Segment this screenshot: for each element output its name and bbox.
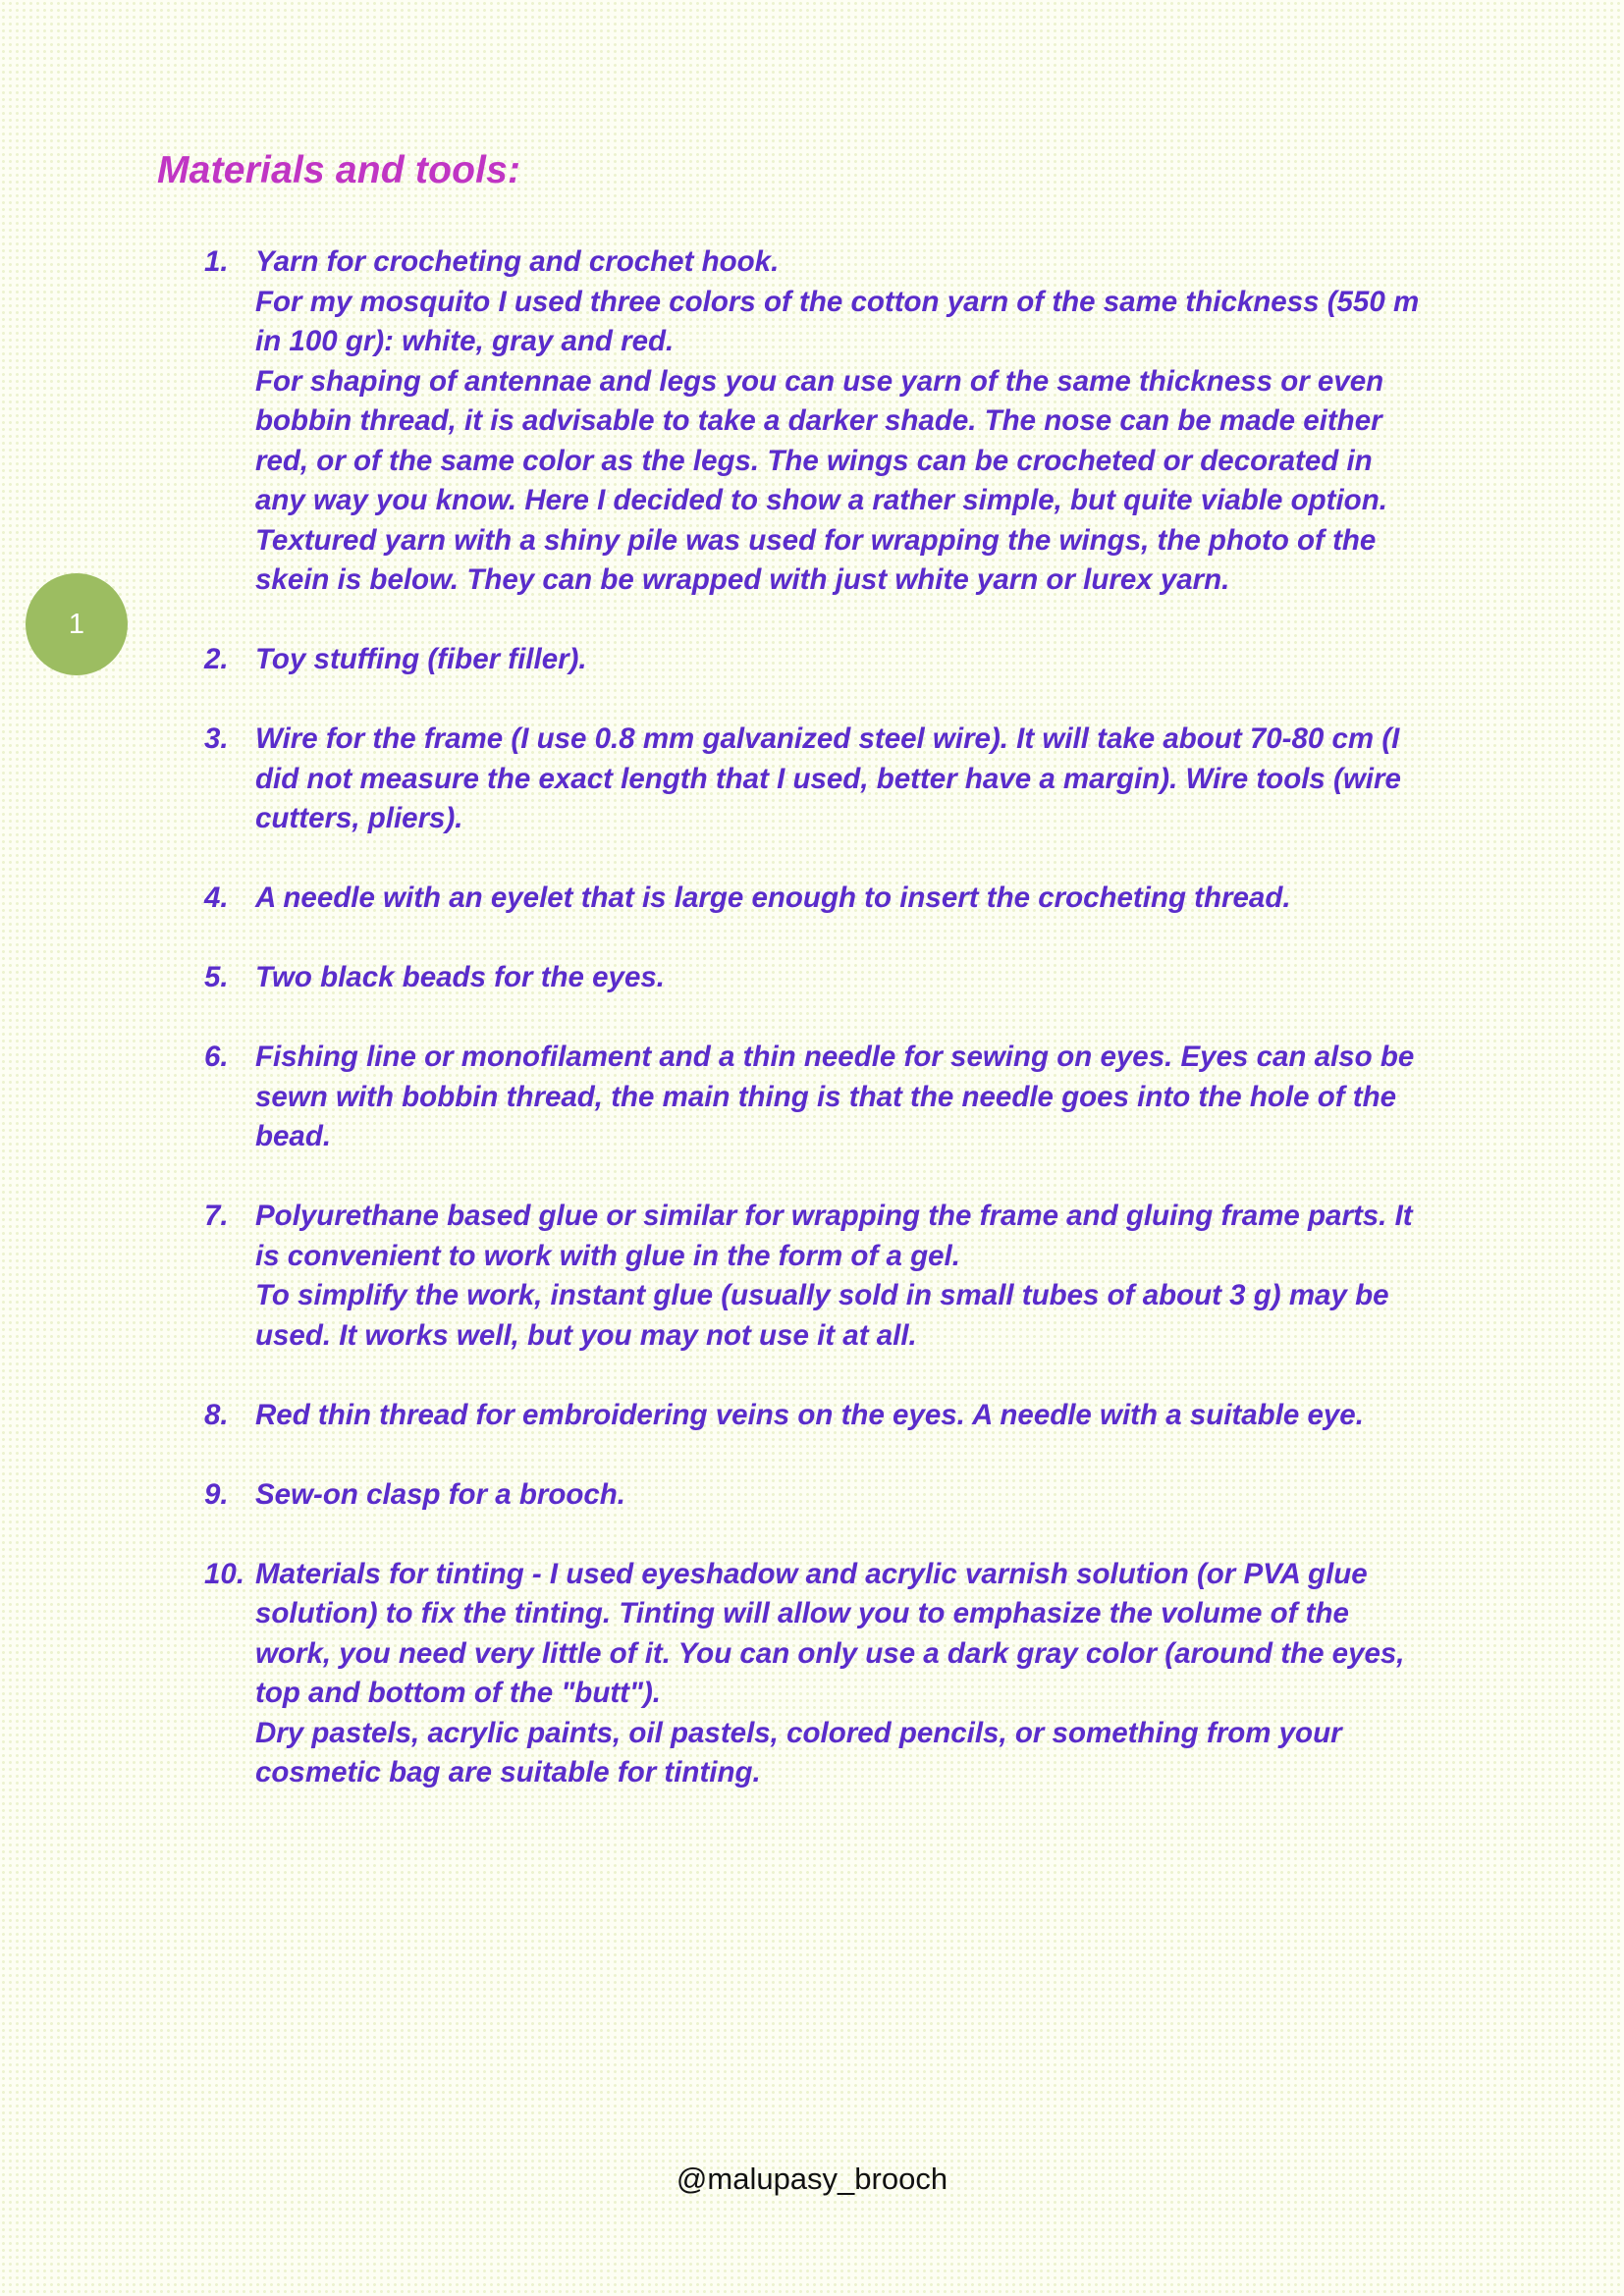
list-item-text bbox=[255, 1475, 1481, 1516]
list-item-line: cutters, pliers). bbox=[255, 802, 463, 834]
footer-handle: @malupasy_brooch bbox=[676, 2162, 948, 2196]
list-item-line: red, or of the same color as the legs. The wings can be crocheted or decorated in bbox=[255, 444, 1373, 477]
list-item-text bbox=[255, 1197, 1481, 1356]
list-item-line: For my mosquito I used three colors of the cotton yarn of the same thickness (550 m bbox=[255, 285, 1420, 318]
list-item-text bbox=[255, 879, 1481, 919]
list-item bbox=[204, 242, 1481, 601]
list-item-number: 4. bbox=[204, 881, 229, 914]
list-item-line: Fishing line or monofilament and a thin needle for sewing on eyes. Eyes can also be bbox=[255, 1041, 1415, 1073]
list-item-text bbox=[255, 720, 1481, 839]
list-item-line: work, you need very little of it. You can only use a dark gray color (around the eyes, bbox=[255, 1636, 1405, 1670]
list-item-text bbox=[255, 640, 1481, 680]
list-item bbox=[204, 958, 1481, 998]
list-item-number: 1. bbox=[204, 245, 229, 278]
list-item-line: in 100 gr): white, gray and red. bbox=[255, 325, 675, 357]
list-item-line: To simplify the work, instant glue (usually sold in small tubes of about 3 g) may be bbox=[255, 1279, 1389, 1311]
list-item-line: skein is below. They can be wrapped with just white yarn or lurex yarn. bbox=[255, 563, 1230, 596]
list-item-line: Textured yarn with a shiny pile was used for wrapping the wings, the photo of the bbox=[255, 523, 1377, 557]
materials-list bbox=[204, 242, 1481, 1833]
list-item-line: is convenient to work with glue in the form of a gel. bbox=[255, 1239, 960, 1272]
list-item-text bbox=[255, 1396, 1481, 1436]
list-item-number: 5. bbox=[204, 961, 229, 993]
page-title: Materials and tools: bbox=[157, 149, 521, 191]
list-item bbox=[204, 1396, 1481, 1436]
list-item bbox=[204, 1555, 1481, 1793]
list-item-line: Wire for the frame (I use 0.8 mm galvanized steel wire). It will take about 70-80 cm (I bbox=[255, 722, 1400, 755]
page-number: 1 bbox=[68, 608, 85, 640]
list-item-number: 3. bbox=[204, 722, 229, 755]
list-item-line: Two black beads for the eyes. bbox=[255, 961, 665, 993]
list-item-number: 9. bbox=[204, 1477, 229, 1511]
list-item bbox=[204, 720, 1481, 839]
list-item-number: 10. bbox=[204, 1557, 245, 1590]
list-item-line: sewn with bobbin thread, the main thing is that the needle goes into the hole of the bbox=[255, 1080, 1397, 1113]
list-item-line: used. It works well, but you may not use it at all. bbox=[255, 1318, 917, 1352]
list-item-number: 8. bbox=[204, 1398, 229, 1431]
list-item bbox=[204, 1197, 1481, 1356]
list-item-line: solution) to fix the tinting. Tinting will allow you to emphasize the volume of the bbox=[255, 1597, 1349, 1629]
list-item bbox=[204, 1475, 1481, 1516]
list-item-line: Red thin thread for embroidering veins on the eyes. A needle with a suitable eye. bbox=[255, 1398, 1364, 1431]
page-number-badge bbox=[26, 573, 128, 675]
list-item bbox=[204, 1038, 1481, 1157]
list-item-line: Toy stuffing (fiber filler). bbox=[255, 643, 587, 675]
list-item-line: top and bottom of the "butt"). bbox=[255, 1677, 661, 1709]
list-item-line: cosmetic bag are suitable for tinting. bbox=[255, 1756, 761, 1789]
list-item-line: bobbin thread, it is advisable to take a darker shade. The nose can be made either bbox=[255, 404, 1382, 437]
list-item-line: any way you know. Here I decided to show a rather simple, but quite viable option. bbox=[255, 484, 1387, 516]
list-item-line: Polyurethane based glue or similar for wrapping the frame and gluing frame parts. It bbox=[255, 1200, 1413, 1232]
list-item-line: Dry pastels, acrylic paints, oil pastels, colored pencils, or something from your bbox=[255, 1716, 1342, 1749]
list-item-number: 6. bbox=[204, 1041, 229, 1073]
list-item bbox=[204, 879, 1481, 919]
list-item-line: Yarn for crocheting and crochet hook. bbox=[255, 245, 780, 278]
list-item-number: 2. bbox=[204, 643, 229, 675]
list-item-number: 7. bbox=[204, 1200, 229, 1232]
list-item-text bbox=[255, 1555, 1481, 1793]
list-item-text bbox=[255, 1038, 1481, 1157]
list-item-text bbox=[255, 242, 1481, 601]
list-item-line: did not measure the exact length that I used, better have a margin). Wire tools (wire bbox=[255, 762, 1401, 795]
list-item-line: For shaping of antennae and legs you can use yarn of the same thickness or even bbox=[255, 364, 1384, 398]
list-item-line: bead. bbox=[255, 1120, 332, 1152]
list-item-text bbox=[255, 958, 1481, 998]
list-item-line: Sew-on clasp for a brooch. bbox=[255, 1477, 626, 1511]
list-item bbox=[204, 640, 1481, 680]
list-item-line: A needle with an eyelet that is large enough to insert the crocheting thread. bbox=[255, 881, 1291, 914]
list-item-line: Materials for tinting - I used eyeshadow and acrylic varnish solution (or PVA glue bbox=[255, 1557, 1368, 1590]
